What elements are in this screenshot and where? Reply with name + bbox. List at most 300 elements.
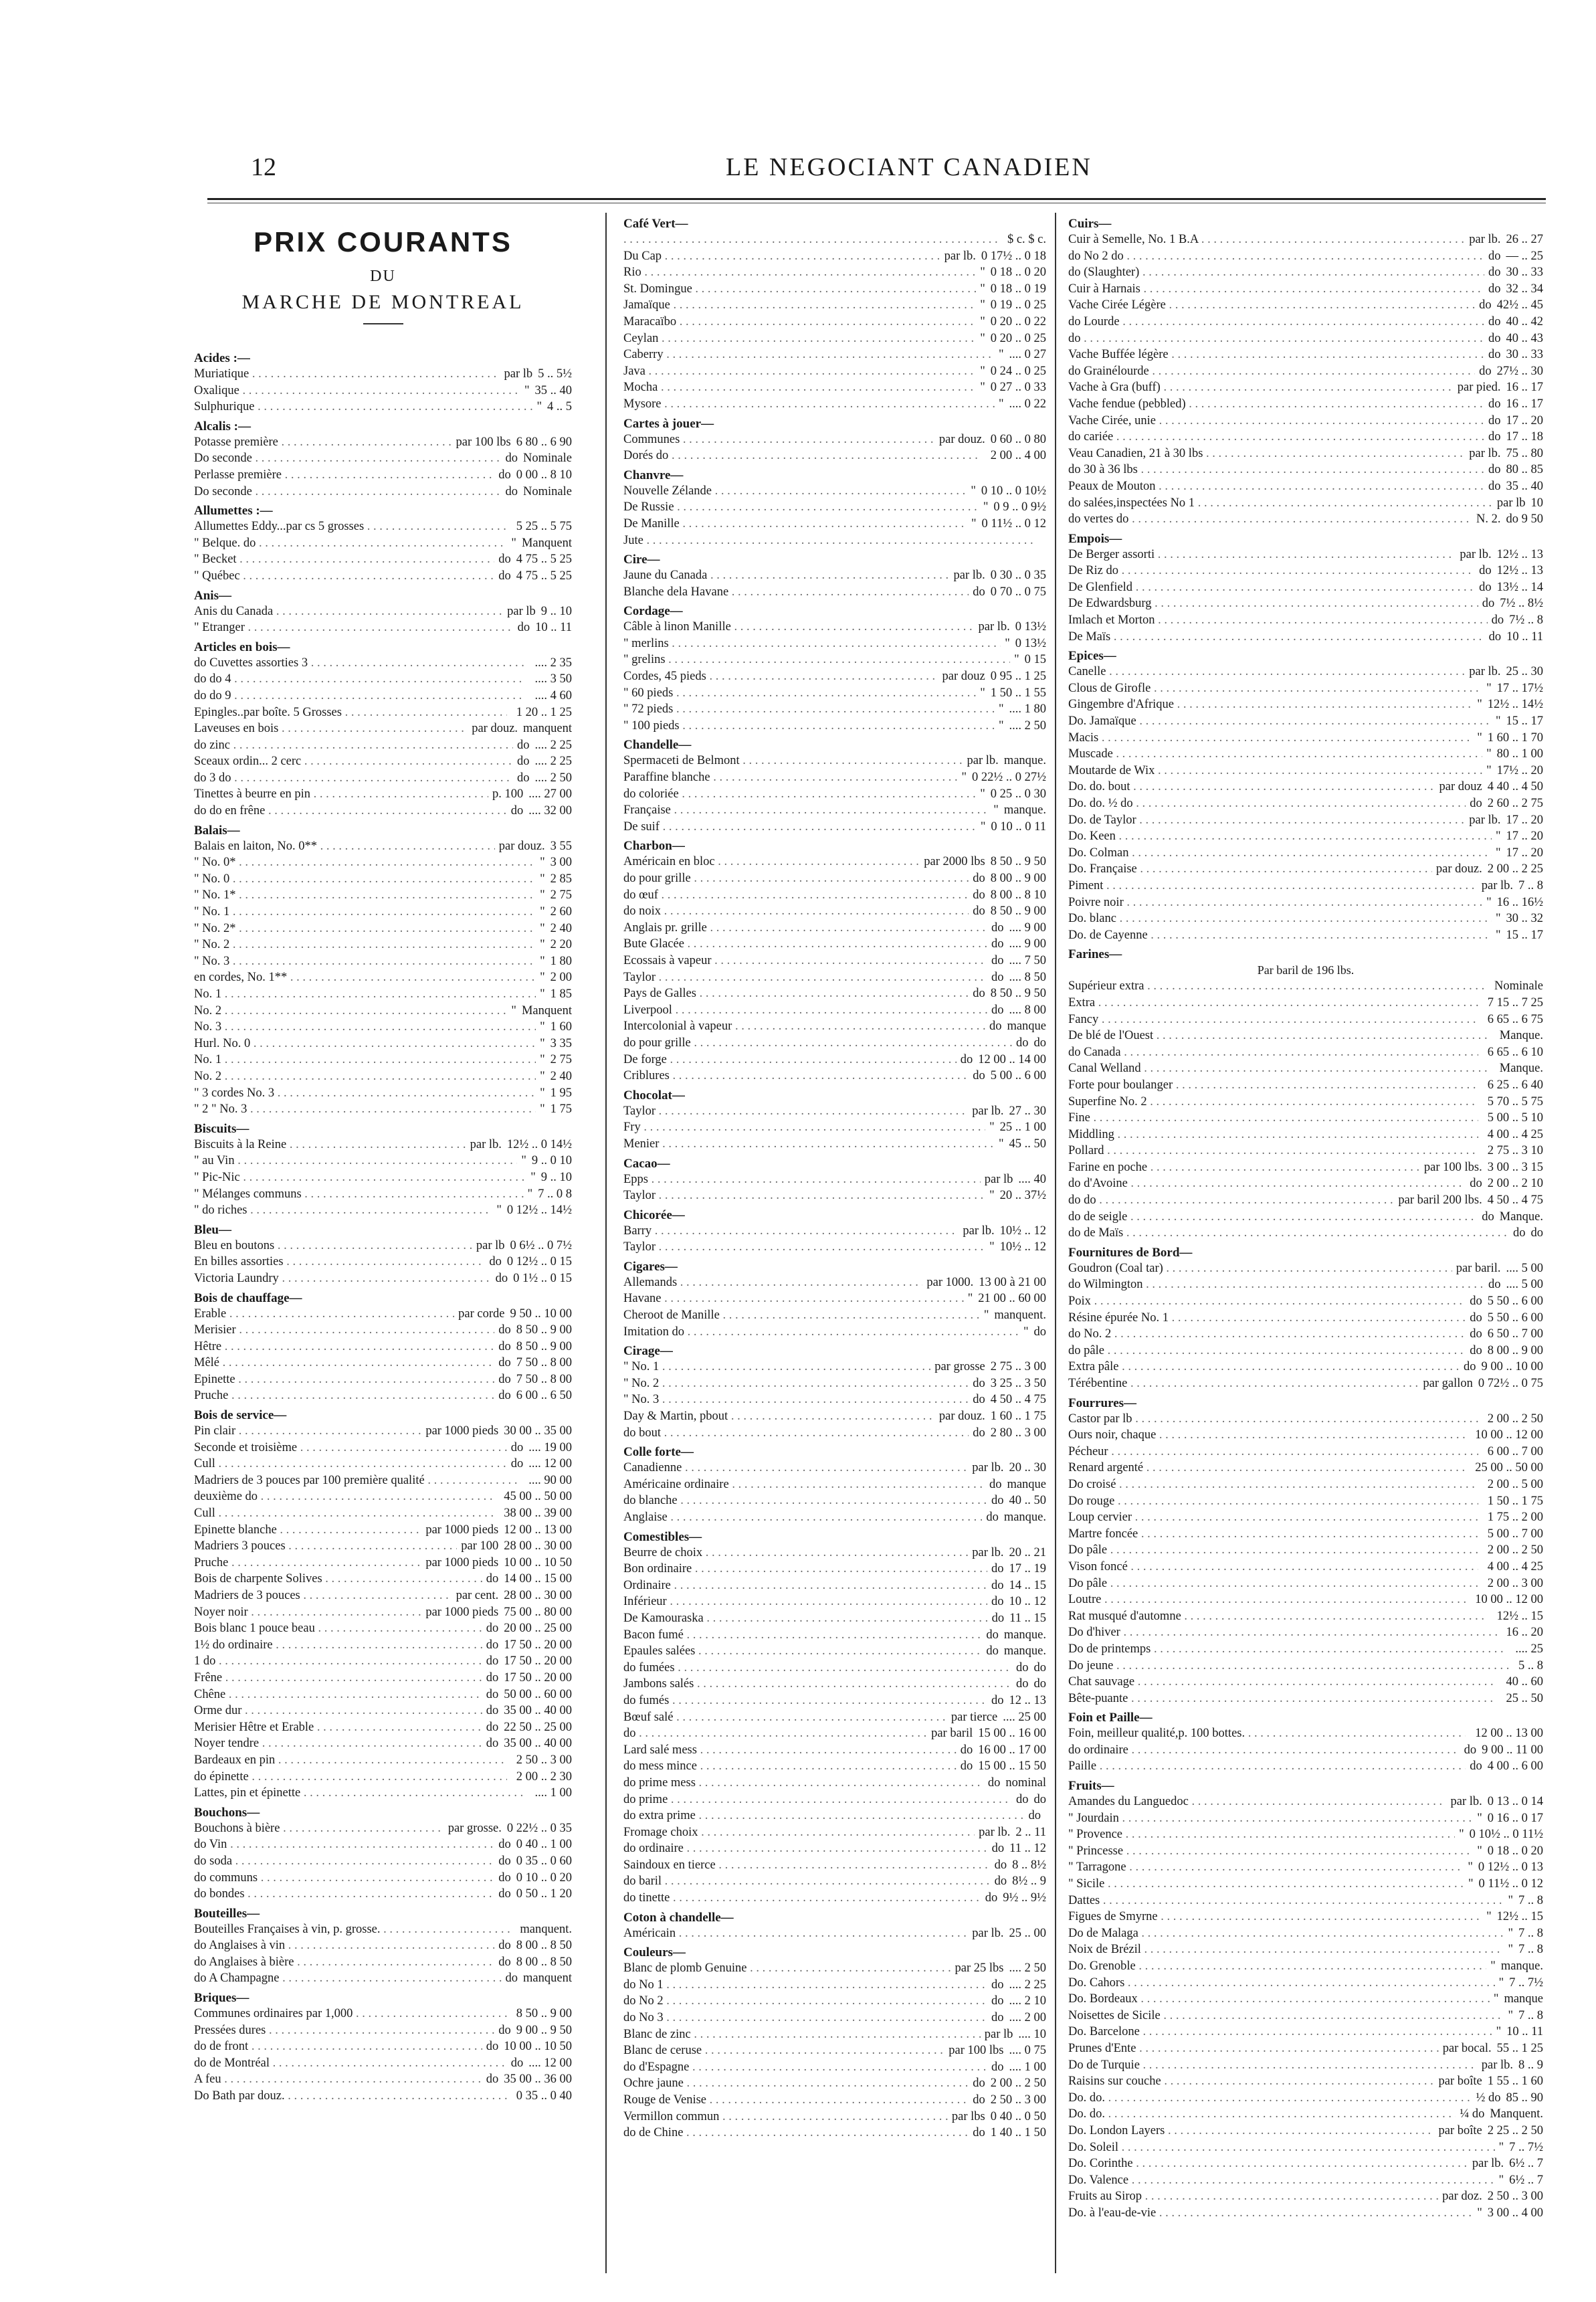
item-price: 2 00 .. 4 00	[990, 449, 1046, 463]
price-row	[194, 1456, 572, 1472]
item-name: Epingles..par boîte. 5 Grosses . . .	[194, 704, 507, 721]
price-row	[194, 366, 572, 383]
item-unit: par 1000 pieds	[425, 1424, 499, 1438]
item-name: Cull . . .	[194, 1456, 507, 1472]
item-name: " No. 0* . . .	[194, 854, 536, 871]
item-price: 12½ .. 15	[1496, 1910, 1543, 1924]
item-name: Résine épurée No. 1 . . .	[1068, 1310, 1466, 1327]
item-price: 0 35 .. 0 40	[516, 2089, 572, 2103]
item-name: do extra prime . . .	[623, 1808, 1025, 1824]
item-name: Madriers 3 pouces . . .	[194, 1538, 457, 1555]
price-row	[623, 499, 1046, 516]
price-row	[194, 2006, 572, 2022]
item-name: Epinette blanche . . .	[194, 1522, 421, 1539]
item-name: do fumées . . .	[623, 1660, 1012, 1676]
item-price: Manquent.	[1490, 2107, 1543, 2121]
item-price: 3 55	[550, 839, 572, 853]
item-name: Jute . . .	[623, 533, 1037, 549]
item-unit: "	[1023, 1325, 1029, 1339]
item-unit: do	[489, 1255, 502, 1269]
price-row	[1068, 978, 1543, 995]
item-unit: par douz.	[1435, 862, 1482, 876]
item-unit: par grosse.	[447, 1821, 502, 1835]
price-row	[194, 1085, 572, 1102]
price-row	[194, 753, 572, 770]
item-name: Castor par lb . . .	[1068, 1411, 1478, 1428]
item-name: do No 2 do . . .	[1068, 248, 1484, 265]
item-name: Taylor . . .	[623, 1187, 985, 1204]
item-name: do ordinaire . . .	[1068, 1742, 1460, 1759]
item-price: .... 2 50	[1009, 718, 1046, 733]
item-name: Fry . . .	[623, 1119, 985, 1136]
item-unit: "	[980, 282, 985, 296]
item-price: 17 50 .. 20 00	[504, 1638, 572, 1652]
price-row	[194, 1853, 572, 1870]
item-price: 15 .. 17	[1506, 928, 1543, 942]
item-price: .... 2 25	[1009, 1978, 1046, 1992]
item-price: 12 .. 13	[1009, 1693, 1046, 1707]
item-price: 12 00 .. 14 00	[978, 1052, 1046, 1066]
section-heading: Briques—	[194, 1991, 250, 2006]
item-unit: do	[486, 1720, 499, 1734]
item-name: " No. 2 . . .	[623, 1375, 969, 1392]
price-row	[623, 819, 1046, 836]
price-row	[1068, 314, 1543, 330]
item-name: Inférieur . . .	[623, 1594, 987, 1610]
section-heading: Coton à chandelle—	[623, 1910, 734, 1925]
item-price: 20 .. 37½	[999, 1189, 1046, 1203]
item-unit: "	[540, 1069, 545, 1083]
item-name: Figues de Smyrne . . .	[1068, 1909, 1482, 1925]
item-price: 16 .. 17	[1506, 381, 1543, 395]
item-price: 0 27 .. 0 33	[990, 381, 1046, 395]
item-price: 7 15 .. 7 25	[1487, 995, 1543, 1010]
item-name: Bête-puante . . .	[1068, 1691, 1497, 1707]
item-name: " Belque. do . . .	[194, 535, 507, 552]
item-price: 20 .. 30	[1009, 1461, 1046, 1475]
price-row	[1068, 696, 1543, 713]
item-name: Do seconde . . .	[194, 484, 502, 500]
item-name: De Edwardsburg . . .	[1068, 595, 1478, 612]
item-name: do do 4 . . .	[194, 671, 526, 688]
item-price: do	[1033, 1325, 1046, 1339]
price-row	[1068, 1343, 1543, 1359]
item-name: do pâle . . .	[1068, 1343, 1466, 1359]
item-name: Clous de Girofle . . .	[1068, 680, 1482, 697]
item-name: do blanche . . .	[623, 1493, 987, 1509]
item-price: 17 .. 20	[1506, 413, 1543, 427]
price-row	[623, 1392, 1046, 1408]
item-name: Martre foncée . . .	[1068, 1526, 1478, 1543]
price-row	[194, 655, 572, 672]
item-price: 3 00	[550, 856, 572, 870]
price-row	[623, 619, 1046, 636]
item-price: 6½ .. 7	[1509, 2173, 1543, 2187]
item-price: 25 .. 30	[1506, 665, 1543, 679]
item-name: Fruits au Sirop . . .	[1068, 2188, 1438, 2205]
item-name: Beurre de choix . . .	[623, 1545, 968, 1561]
price-row	[1068, 2172, 1543, 2189]
item-name: Allemands . . .	[623, 1274, 922, 1291]
price-row	[1068, 547, 1543, 563]
price-row	[1068, 478, 1543, 495]
item-price: 0 12½ .. 0 15	[506, 1255, 572, 1269]
item-unit: par 25 lbs	[955, 1961, 1004, 1976]
item-unit: par lb.	[1469, 813, 1501, 827]
item-price: .... 8 00	[1009, 1003, 1046, 1017]
item-name: Day & Martin, pbout . . .	[623, 1408, 935, 1425]
item-name: 1 do . . .	[194, 1653, 482, 1670]
item-unit: "	[1486, 763, 1492, 777]
item-price: 17 .. 20	[1506, 813, 1543, 827]
item-price: 1 50 .. 1 75	[1487, 1494, 1543, 1508]
item-price: 9 00 .. 10 00	[1481, 1360, 1543, 1374]
price-row	[194, 535, 572, 552]
item-unit: do	[1488, 314, 1501, 328]
item-unit: do	[1488, 1278, 1501, 1292]
item-name: Jaune du Canada . . .	[623, 567, 949, 584]
item-price: .... 5 00	[1506, 1278, 1543, 1292]
price-row	[194, 1019, 572, 1036]
item-unit: par lb	[476, 1238, 505, 1252]
item-name: A feu . . .	[194, 2071, 482, 2088]
price-row	[623, 903, 1046, 920]
section-heading: Colle forte—	[623, 1445, 694, 1460]
item-price: Manque.	[1499, 1029, 1543, 1043]
item-unit: do	[1488, 413, 1501, 427]
item-name: De Maïs . . .	[1068, 629, 1485, 646]
item-price: 5 00 .. 7 00	[1487, 1527, 1543, 1541]
item-price: 0 11½ .. 0 12	[1478, 1877, 1543, 1891]
item-unit: do	[486, 1572, 499, 1586]
item-unit: par douz.	[938, 432, 985, 446]
price-row	[1068, 1175, 1543, 1192]
item-name: Taylor . . .	[623, 1239, 985, 1256]
item-unit: par lb	[504, 367, 533, 381]
item-name: " merlins . . .	[623, 636, 1001, 652]
item-unit: par douz.	[938, 1410, 985, 1424]
item-unit: "	[1477, 1811, 1482, 1825]
item-price: .... 9 00	[1009, 921, 1046, 935]
section-heading: Bois de service—	[194, 1408, 287, 1423]
item-name: do de seigle . . .	[1068, 1209, 1478, 1226]
section-heading: Cacao—	[623, 1156, 670, 1171]
price-row	[1068, 1909, 1543, 1925]
price-row	[1068, 1674, 1543, 1691]
item-price: .... 2 25	[534, 738, 572, 752]
item-price: .... 32 00	[528, 804, 572, 818]
item-name: " grelins . . .	[623, 652, 1010, 668]
item-name: do pour grille . . .	[623, 870, 969, 887]
price-row	[623, 1676, 1046, 1693]
item-price: 10 .. 12	[1009, 1595, 1046, 1609]
item-price: .... 25 00	[1003, 1710, 1046, 1724]
item-unit: do	[973, 585, 985, 599]
item-price: 0 1½ .. 0 15	[513, 1271, 572, 1285]
item-name: Bute Glacée . . .	[623, 936, 987, 953]
price-column-3	[1068, 213, 1543, 2285]
price-row	[194, 1254, 572, 1270]
price-row	[194, 1003, 572, 1020]
price-row	[623, 1187, 1046, 1204]
item-price: 0 20 .. 0 25	[990, 331, 1046, 345]
item-name: Pruche . . .	[194, 1555, 421, 1571]
item-price: 10 00 .. 12 00	[1475, 1593, 1543, 1607]
price-row	[194, 1937, 572, 1954]
item-price: 10 .. 11	[1506, 2025, 1543, 2039]
price-column-1	[194, 213, 572, 2285]
price-row	[623, 985, 1046, 1002]
item-name: Maracaïbo . . .	[623, 314, 976, 330]
item-name: Superfine No. 2 . . .	[1068, 1094, 1478, 1111]
price-row	[1068, 1859, 1543, 1876]
price-row	[194, 1954, 572, 1971]
item-price: 6 65 .. 6 10	[1487, 1045, 1543, 1059]
price-row	[194, 1472, 572, 1489]
price-row	[1068, 2106, 1543, 2123]
item-unit: "	[1495, 830, 1501, 844]
item-unit: "	[524, 383, 530, 397]
price-row	[1068, 1991, 1543, 2008]
price-row	[194, 1921, 572, 1938]
price-row	[194, 603, 572, 620]
item-price: manque.	[1003, 1644, 1046, 1658]
item-name: do . . .	[623, 1725, 927, 1742]
item-price: .... 1 00	[534, 1786, 572, 1800]
item-price: 40 .. 42	[1506, 314, 1543, 328]
item-name: do épinette . . .	[194, 1769, 507, 1786]
item-price: 10 00 .. 10 50	[504, 1555, 572, 1569]
item-unit: par lb.	[972, 1104, 1004, 1118]
price-row	[1068, 2024, 1543, 2040]
item-unit: do	[498, 1389, 511, 1403]
item-unit: "	[980, 314, 985, 328]
item-price: 10 .. 11	[535, 621, 572, 635]
price-row	[1068, 1826, 1543, 1843]
item-unit: "	[1490, 1959, 1496, 1973]
item-price: 6 65 .. 6 75	[1487, 1012, 1543, 1026]
item-price: manquent	[523, 722, 572, 736]
item-unit: "	[1495, 846, 1501, 860]
item-unit: do	[1488, 630, 1502, 644]
item-price: 0 70 .. 0 75	[990, 585, 1046, 599]
item-price: 2 50 .. 3 00	[516, 1753, 572, 1767]
price-row	[623, 854, 1046, 870]
price-row	[1068, 2073, 1543, 2090]
item-price: 30 .. 33	[1506, 348, 1543, 362]
price-row	[1068, 462, 1543, 478]
item-unit: par 100	[461, 1539, 499, 1553]
price-row	[1068, 281, 1543, 298]
page-header	[0, 0, 1596, 194]
item-name: Blanc de ceruse . . .	[623, 2042, 944, 2059]
item-unit: do	[991, 1611, 1005, 1625]
item-name: Extra pâle . . .	[1068, 1359, 1460, 1375]
price-row	[623, 1594, 1046, 1610]
price-row	[194, 1423, 572, 1440]
item-name: Do. do. . . .	[1068, 2106, 1456, 2123]
item-name: Vison foncé . . .	[1068, 1559, 1478, 1575]
item-price: manquent.	[994, 1309, 1046, 1323]
price-row	[623, 1171, 1046, 1188]
price-row	[623, 1792, 1046, 1808]
item-unit: par lb	[507, 604, 536, 618]
price-row	[623, 786, 1046, 803]
price-row	[1068, 812, 1543, 829]
item-name: Do pâle . . .	[1068, 1575, 1478, 1592]
item-name: Do. blanc . . .	[1068, 910, 1492, 927]
item-unit: do	[498, 1372, 511, 1386]
item-name: 1½ do ordinaire . . .	[194, 1637, 482, 1654]
price-row	[194, 568, 572, 585]
item-unit: do	[1479, 298, 1492, 312]
section-heading: Allumettes :—	[194, 504, 273, 518]
item-name: " Sicile . . .	[1068, 1876, 1464, 1893]
item-price: 0 13½	[1015, 636, 1046, 650]
item-unit: "	[983, 500, 989, 514]
item-unit: do	[973, 2093, 985, 2107]
item-unit: "	[1508, 1893, 1513, 1907]
item-price: 5 .. 5½	[538, 367, 572, 381]
item-price: 0 40 .. 0 50	[990, 2109, 1046, 2123]
price-row	[623, 248, 1046, 265]
price-row	[1068, 1493, 1543, 1510]
item-name: do No 2 . . .	[623, 1993, 987, 2010]
item-unit: do	[1491, 613, 1504, 628]
item-price: 2 00 .. 2 25	[1487, 862, 1543, 876]
item-unit: "	[1477, 2206, 1482, 2220]
item-unit: do	[991, 1494, 1004, 1508]
item-name: Vache à Gra (buff) . . .	[1068, 379, 1454, 396]
item-unit: par tierce	[951, 1710, 998, 1724]
item-unit: do	[991, 970, 1004, 984]
item-price: 2 40	[550, 921, 572, 935]
item-name: " Provence . . .	[1068, 1826, 1455, 1843]
item-price: do	[1033, 1677, 1046, 1691]
price-row	[1068, 297, 1543, 314]
item-unit: "	[1486, 1910, 1492, 1924]
price-row	[623, 567, 1046, 584]
price-row	[623, 1307, 1046, 1324]
price-row	[623, 1808, 1046, 1824]
item-name: Fancy . . .	[1068, 1012, 1478, 1028]
item-name: do Grainélourde . . .	[1068, 363, 1475, 380]
item-price: 2 20	[550, 938, 572, 952]
item-name: Noisettes de Sicile . . .	[1068, 2008, 1504, 2024]
price-row	[1068, 1476, 1543, 1493]
item-price: 0 19 .. 0 25	[990, 298, 1046, 312]
item-name: Madriers de 3 pouces par 100 première qualité . . .	[194, 1472, 519, 1489]
price-row	[1068, 595, 1543, 612]
price-row	[1068, 1427, 1543, 1444]
item-name: do bondes . . .	[194, 1886, 494, 1903]
price-row	[194, 2071, 572, 2088]
price-row	[623, 1873, 1046, 1890]
item-unit: "	[1486, 895, 1492, 909]
price-row	[623, 2042, 1046, 2059]
item-unit: do	[973, 904, 985, 919]
price-row	[623, 1476, 1046, 1493]
item-unit: do	[486, 2040, 499, 2054]
item-unit: do	[1488, 249, 1501, 263]
item-price: manque	[1007, 1020, 1046, 1034]
item-unit: do	[991, 1578, 1004, 1592]
item-name: do Cuvettes assorties 3 . . .	[194, 655, 526, 672]
item-price: 5 50 .. 6 00	[1487, 1294, 1543, 1309]
item-unit: "	[1495, 928, 1501, 942]
item-name: Erable . . .	[194, 1306, 454, 1323]
item-price: 55 .. 1 25	[1496, 2041, 1543, 2055]
price-row	[623, 769, 1046, 786]
item-name: Noyer tendre . . .	[194, 1735, 482, 1752]
item-name: Do. Grenoble . . .	[1068, 1958, 1486, 1975]
item-unit: par cent.	[456, 1589, 499, 1602]
item-price: .... 25	[1515, 1642, 1543, 1656]
item-name: Potasse première . . .	[194, 434, 452, 451]
item-price: 3 25 .. 3 50	[990, 1376, 1046, 1390]
item-unit: "	[1493, 1992, 1499, 2006]
item-price: 0 18 .. 0 20	[990, 266, 1046, 280]
price-row	[623, 1742, 1046, 1759]
item-price: 9 00 .. 11 00	[1482, 1743, 1543, 1757]
item-unit: do	[991, 1978, 1004, 1992]
item-unit: do	[505, 452, 518, 466]
item-unit: do	[498, 1356, 511, 1370]
item-price: 3 00 .. 4 00	[1487, 2206, 1543, 2220]
price-row	[1068, 629, 1543, 646]
item-unit: do	[991, 1693, 1004, 1707]
price-row	[623, 2125, 1046, 2141]
item-unit: do	[1016, 1036, 1029, 1050]
item-name: Do de Malaga . . .	[1068, 1925, 1504, 1942]
item-price: 30 00 .. 35 00	[504, 1424, 572, 1438]
item-name: De Manille . . .	[623, 516, 967, 533]
price-row	[194, 1440, 572, 1456]
price-row	[194, 1687, 572, 1703]
item-name: Bouteilles Françaises à vin, p. grosse. . . .	[194, 1921, 510, 1938]
section-heading: Empois—	[1068, 531, 1122, 546]
section-heading: Fourrures—	[1068, 1396, 1137, 1410]
price-row	[623, 1359, 1046, 1375]
price-row	[623, 297, 1046, 314]
item-unit: "	[998, 397, 1004, 411]
item-name: Epinette . . .	[194, 1371, 494, 1388]
section-heading: Couleurs—	[623, 1945, 686, 1960]
item-name: Imitation do . . .	[623, 1324, 1019, 1341]
section-heading: Cordage—	[623, 604, 683, 619]
item-name: " Tarragone . . .	[1068, 1859, 1464, 1876]
section-heading: Farines—	[1068, 947, 1122, 962]
item-price: 8 .. 8½	[1012, 1858, 1046, 1872]
item-unit: do	[517, 755, 530, 769]
price-row	[1068, 1044, 1543, 1061]
price-row	[1068, 1411, 1543, 1428]
item-unit: par pied.	[1457, 381, 1501, 395]
price-row	[1068, 1359, 1543, 1375]
item-unit: do	[505, 1972, 518, 1986]
item-price: 7 .. 8	[1518, 1926, 1543, 1940]
price-row	[1068, 1209, 1543, 1226]
price-row	[623, 2010, 1046, 2026]
price-row	[1068, 713, 1543, 730]
item-name: Vache Cirée, unie . . .	[1068, 413, 1484, 429]
item-price: 4 .. 5	[547, 400, 572, 414]
price-row	[623, 1660, 1046, 1676]
item-unit: do	[1482, 597, 1495, 611]
item-name: Do. do. bout . . .	[1068, 779, 1435, 795]
item-name: Fine . . .	[1068, 1110, 1478, 1127]
item-name: Bleu en boutons . . .	[194, 1238, 472, 1254]
